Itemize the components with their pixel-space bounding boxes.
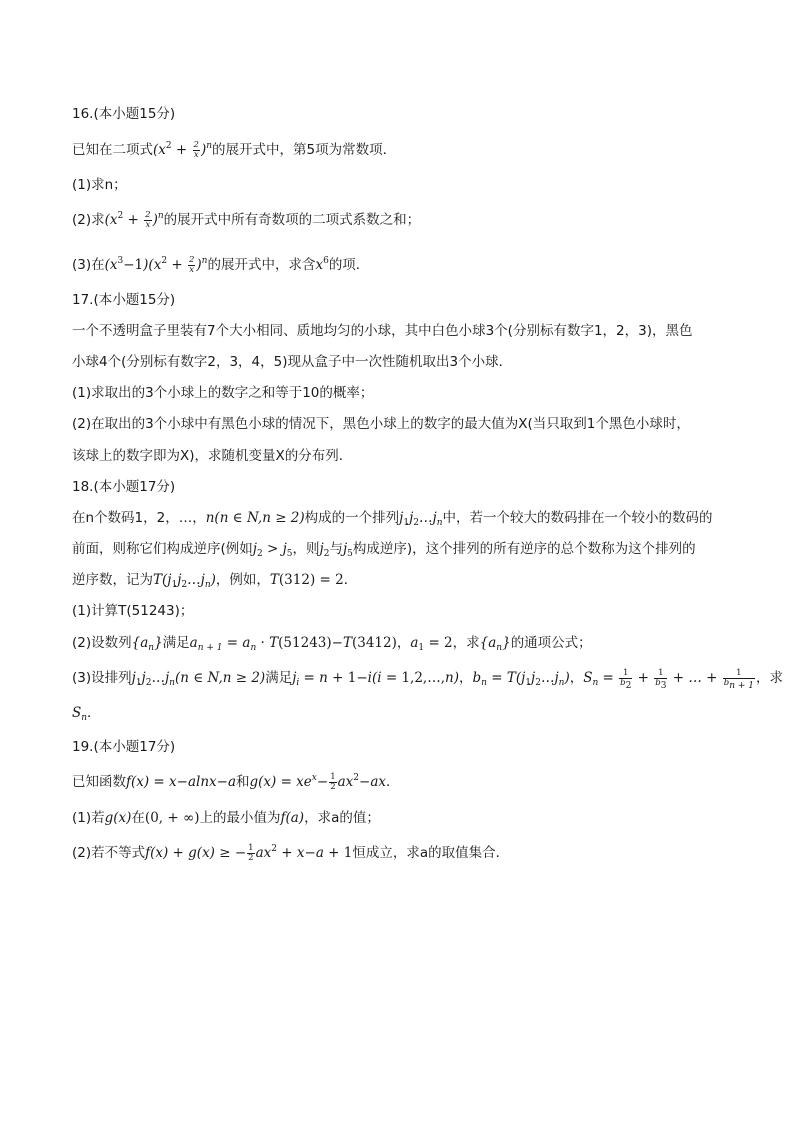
q19-part1: (1)若g(x)在(0, + ∞)上的最小值为f(a)，求a的值； (72, 810, 380, 826)
q17-heading: 17.(本小题15分) (72, 292, 176, 308)
q18-part1: (1)计算T(51243)； (72, 603, 194, 619)
q19-heading: 19.(本小题17分) (72, 739, 176, 755)
q18-stem-line1: 在n个数码1，2，…，n(n ∈ N,n ≥ 2)构成的一个排列$j_1j_2\dots j_n$中，若一个较大的数码排在一个较小的数码的 (72, 510, 713, 528)
q17-part1: (1)求取出的3个小球上的数字之和等于10的概率； (72, 385, 374, 401)
q16-part1: (1)求n； (72, 177, 127, 193)
q19-stem: 已知函数f(x) = x−alnx−a和$g(x) = xe^x-$ $\frac{1}{2}$ $ax^2-ax$． (72, 772, 400, 792)
q18-part3: (3)设排列$j_1j_2\dots j_n(n$ ∈ N,n ≥ 2)满足$j_i = n + 1-i(i$ = 1,2,…,n)，$b_n$ = $T(j_1j_2\dots j_n)$，$S_n$ = $\frac{1}{b_2}$ + $\frac{1}{b_3}$ + … + $\frac{1}{b_{n + 1}}$ ，求 (72, 668, 783, 691)
q16-part3: (3)在$(x^3-1)(x^2$ + $\frac{2}{x}$ )$^n$的展开式中，求含$x^6$的项． (72, 255, 370, 275)
q16-stem: 已知在二项式($x^2$ + $\frac{2}{x}$ )$^n$的展开式中，第5项为常数项． (72, 140, 397, 160)
q18-part2: (2)设数列$\{a_n\}$满足$a_{n + 1} = a_n \cdot T(51243)-T(3412)$，$a_1 = 2$，求$\{a_n\}$的通项公式； (72, 635, 592, 653)
q17-part2-line2: 该球上的数字即为X)，求随机变量X的分布列． (72, 448, 353, 464)
q17-stem-line2: 小球4个(分别标有数字2，3，4，5)现从盒子中一次性随机取出3个小球． (72, 354, 513, 370)
q16-heading: 16.(本小题15分) (72, 106, 176, 122)
q18-stem-line3: 逆序数，记为$T(j_1j_2\dots j_n)$，例如，T(312) = 2． (72, 572, 358, 590)
q18-heading: 18.(本小题17分) (72, 479, 176, 495)
q19-part2: (2)若不等式f(x) + g(x) ≥ − $\frac{1}{2}$ $ax^2 + x-a + 1$恒成立，求a的取值集合． (72, 843, 510, 863)
q17-stem-line1: 一个不透明盒子里装有7个大小相同、质地均匀的小球，其中白色小球3个(分别标有数字1，2，3)，黑色 (72, 323, 693, 339)
q18-part3-end: $S_n$． (72, 705, 101, 723)
q18-stem-line2: 前面，则称它们构成逆序(例如$j_2 > j_5$，则$j_2$与$j_5$构成逆序)，这个排列的所有逆序的总个数称为这个排列的 (72, 541, 696, 559)
q17-part2-line1: (2)在取出的3个小球中有黑色小球的情况下，黑色小球上的数字的最大值为X(当只取到1个黑色小球时， (72, 416, 690, 432)
q16-part2: (2)求($x^2$ + $\frac{2}{x}$ )$^n$的展开式中所有奇数项的二项式系数之和； (72, 210, 421, 230)
